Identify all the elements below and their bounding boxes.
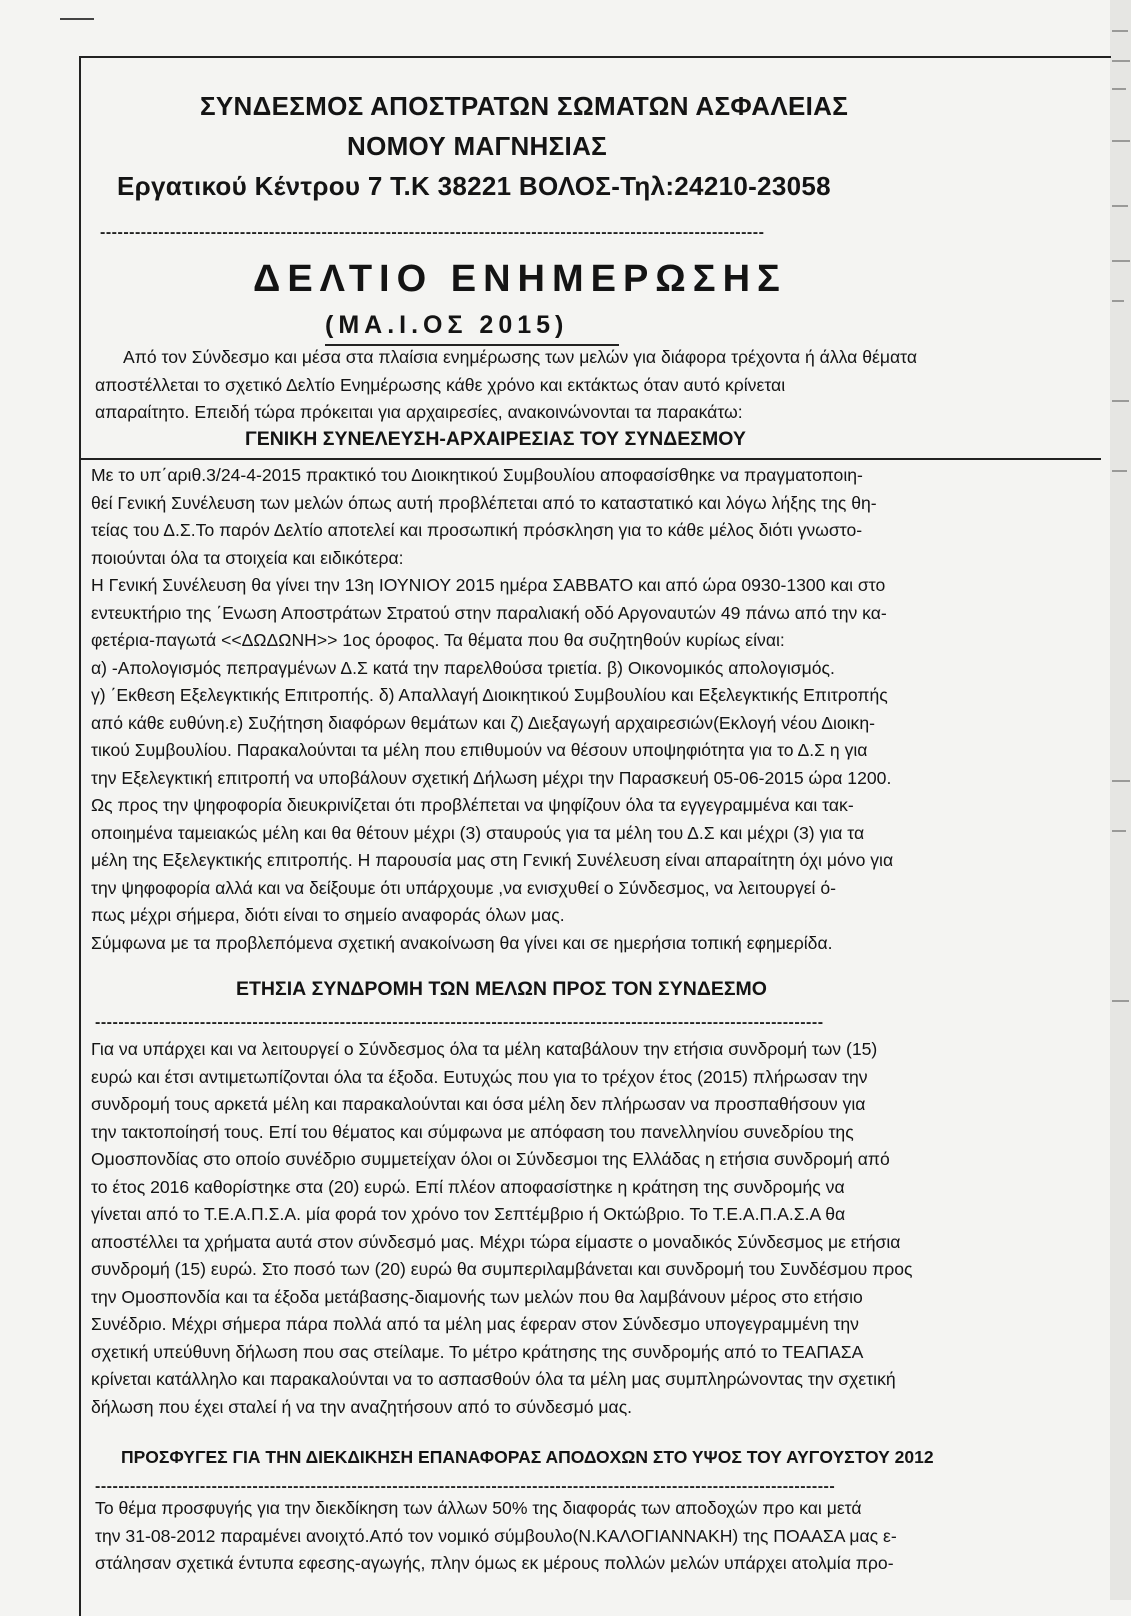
bulletin-title: ΔΕΛΤΙΟ ΕΝΗΜΕΡΩΣΗΣ [253, 258, 787, 300]
body-line: α) -Απολογισμός πεπραγμένων Δ.Σ κατά την παρελθούσα τριετία. β) Οικονομικός απολογισμός. [91, 657, 835, 678]
body-line: την ψηφοφορία αλλά και να δείξουμε ότι υπάρχουμε ,να ενισχυθεί ο Σύνδεσμος, να λειτουργεί ό- [91, 877, 836, 898]
intro-line: απαραίτητο. Επειδή τώρα πρόκειται για αρχαιρεσίες, ανακοινώνονται τα παρακάτω: [95, 402, 743, 422]
body-line: την Εξελεγκτική επιτροπή να υποβάλουν σχετική Δήλωση μέχρι την Παρασκευή 05-06-2015 ώρα 1200. [91, 767, 892, 788]
corner-mark [60, 18, 94, 20]
body-line: Σύμφωνα με τα προβλεπόμενα σχετική ανακοίνωση θα γίνει και σε ημερήσια τοπική εφημερίδα. [91, 932, 833, 953]
section-rule [81, 458, 1101, 460]
body-line: την τακτοποίησή τους. Επί του θέματος και σύμφωνα με απόφαση του πανελληνίου συνεδρίου της [91, 1121, 854, 1142]
section-heading-annual-subscription: ΕΤΗΣΙΑ ΣΥΝΔΡΟΜΗ ΤΩΝ ΜΕΛΩΝ ΠΡΟΣ ΤΟΝ ΣΥΝΔΕΣΜΟ [236, 978, 767, 1000]
section-separator: ----------------------------------------------------------------------------------------------------------------------------- [95, 1014, 824, 1031]
body-line: εντευκτήριο της ΄Ενωση Αποστράτων Στρατού στην παραλιακή οδό Αργοναυτών 49 πάνω από την κα- [91, 602, 887, 623]
body-line: την 31-08-2012 παραμένει ανοιχτό.Από τον νομικό σύμβουλο(Ν.ΚΑΛΟΓΙΑΝΝΑΚΗ) της ΠΟΑΑΣΑ μας ε- [95, 1525, 897, 1546]
adjacent-page-bleed [1110, 0, 1131, 1600]
body-line: δήλωση που έχει σταλεί ή να την αναζητήσουν από το σύνδεσμό μας. [91, 1396, 633, 1417]
body-line: ευρώ και έτσι αντιμετωπίζονται όλα τα έξοδα. Ευτυχώς που για το τρέχον έτος (2015) πλήρωσαν την [91, 1066, 868, 1087]
body-line: γίνεται από το Τ.Ε.Α.Π.Σ.Α. μία φορά τον χρόνο τον Σεπτέμβριο ή Οκτώβριο. Το Τ.Ε.Α.Π.Α.Σ.Α θα [91, 1204, 846, 1224]
body-line: θεί Γενική Συνέλευση των μελών όπως αυτή προβλέπεται από το καταστατικό και λόγω λήξης της θη- [91, 492, 877, 513]
body-line: φετέρια-παγωτά <<ΔΩΔΩΝΗ>> 1ος όροφος. Τα θέματα που θα συζητηθούν κυρίως είναι: [91, 630, 785, 650]
body-line: από κάθε ευθύνη.ε) Συζήτηση διαφόρων θεμάτων και ζ) Διεξαγωγή αρχαιρεσιών(Εκλογή νέου Διοικη- [91, 712, 876, 733]
body-line: πως μέχρι σήμερα, διότι είναι το σημείο αναφοράς όλων μας. [91, 905, 565, 925]
org-name: ΣΥΝΔΕΣΜΟΣ ΑΠΟΣΤΡΑΤΩΝ ΣΩΜΑΤΩΝ ΑΣΦΑΛΕΙΑΣ [200, 91, 849, 121]
body-line: Για να υπάρχει και να λειτουργεί ο Σύνδεσμος όλα τα μέλη καταβάλουν την ετήσια συνδρομή των (15) [91, 1039, 878, 1059]
body-line: ποιούνται όλα τα στοιχεία και ειδικότερα: [91, 547, 404, 568]
body-line: μέλη της Εξελεγκτικής επιτροπής. Η παρουσία μας στη Γενική Συνέλευση είναι απαραίτητη όχι μόνο για [91, 850, 894, 870]
body-line: οποιημένα ταμειακώς μέλη και θα θέτουν μέχρι (3) σταυρούς για τα μέλη του Δ.Σ και μέχρι (3) για τα [91, 822, 865, 843]
body-line: Ομοσπονδίας στο οποίο συνέδριο συμμετείχαν όλοι οι Σύνδεσμοι της Ελλάδας η ετήσια συνδρομή από [91, 1149, 890, 1169]
org-address: Εργατικού Κέντρου 7 Τ.Κ 38221 ΒΟΛΟΣ-Τηλ:24210-23058 [117, 171, 831, 201]
intro-line: Από τον Σύνδεσμο και μέσα στα πλαίσια ενημέρωσης των μελών για διάφορα τρέχοντα ή άλλα θέματα [123, 347, 918, 367]
intro-paragraph [95, 344, 917, 427]
body-line: το έτος 2016 καθορίστηκε στα (20) ευρώ. Επί πλέον αποφασίστηκε η κράτηση της συνδρομής να [91, 1176, 845, 1197]
body-line: τείας του Δ.Σ.Το παρόν Δελτίο αποτελεί και προσωπική πρόσκληση για το κάθε μέλος διότι γνωστο- [91, 520, 863, 540]
body-line: σχετική υπεύθυνη δήλωση που σας στείλαμε. Το μέτρο κράτησης της συνδρομής από το ΤΕΑΠΑΣΑ [91, 1341, 864, 1362]
body-line: συνδρομή (15) ευρώ. Στο ποσό των (20) ευρώ θα συμπεριλαμβάνεται και συνδρομή του Συνδέσμου προς [91, 1259, 913, 1279]
body-line: στάλησαν σχετικά έντυπα εφεσης-αγωγής, πλην όμως εκ μέρους πολλών μελών υπάρχει ατολμία προ- [95, 1553, 894, 1573]
body-line: αποστέλλει τα χρήματα αυτά στον σύνδεσμό μας. Μέχρι τώρα είμαστε ο μοναδικός Σύνδεσμος με ετήσια [91, 1231, 901, 1252]
body-line: Ως προς την ψηφοφορία διευκρινίζεται ότι προβλέπεται να ψηφίζουν όλα τα εγγεγραμμένα και τακ- [91, 795, 854, 815]
appeals-body [95, 1495, 897, 1578]
intro-line: αποστέλλεται το σχετικό Δελτίο Ενημέρωσης κάθε χρόνο και εκτάκτως όταν αυτό κρίνεται [95, 374, 786, 395]
section-separator: ------------------------------------------------------------------------------------------------------------------------------- [95, 1478, 836, 1495]
header-separator: ------------------------------------------------------------------------------------------------------------------ [100, 224, 765, 241]
org-region: ΝΟΜΟΥ ΜΑΓΝΗΣΙΑΣ [347, 131, 608, 161]
body-line: κρίνεται κατάλληλο και παρακαλούνται να το ασπασθούν όλα τα μέλη μας συμπληρώνοντας την σχετική [91, 1369, 896, 1389]
body-line: Με το υπ΄αριθ.3/24-4-2015 πρακτικό του Διοικητικού Συμβουλίου αποφασίσθηκε να πραγματοποιη- [91, 465, 863, 485]
document-frame [79, 56, 1111, 1616]
general-assembly-body [91, 462, 893, 957]
body-line: τικού Συμβουλίου. Παρακαλούνται τα μέλη που επιθυμούν να θέσουν υποψηφιότητα για το Δ.Σ η για [91, 740, 868, 760]
section-heading-general-assembly: ΓΕΝΙΚΗ ΣΥΝΕΛΕΥΣΗ-ΑΡΧΑΙΡΕΣΙΑΣ ΤΟΥ ΣΥΝΔΕΣΜΟΥ [245, 428, 746, 450]
body-line: Συνέδριο. Μέχρι σήμερα πάρα πολλά από τα μέλη μας έφεραν στον Σύνδεσμο υπογεγραμμένη την [91, 1314, 859, 1334]
annual-subscription-body [91, 1036, 913, 1421]
body-line: γ) ΄Εκθεση Εξελεγκτικής Επιτροπής. δ) Απαλλαγή Διοικητικού Συμβουλίου και Εξελεγκτικής Επιτροπής [91, 685, 888, 705]
body-line: Το θέμα προσφυγής για την διεκδίκηση των άλλων 50% της διαφοράς των αποδοχών προ και μετά [95, 1498, 862, 1518]
body-line: την Ομοσπονδία και τα έξοδα μετάβασης-διαμονής των μελών που θα λαμβάνουν μέρος στο ετήσιο [91, 1286, 863, 1307]
body-line: συνδρομή τους αρκετά μέλη και παρακαλούνται και όσα μέλη δεν πλήρωσαν να προσπαθήσουν για [91, 1094, 866, 1114]
bulletin-date: (ΜΑ.Ι.ΟΣ 2015) [325, 311, 569, 339]
body-line: Η Γενική Συνέλευση θα γίνει την 13η ΙΟΥΝΙΟΥ 2015 ημέρα ΣΑΒΒΑΤΟ και από ώρα 0930-1300 και στο [91, 575, 886, 595]
section-heading-appeals: ΠΡΟΣΦΥΓΕΣ ΓΙΑ ΤΗΝ ΔΙΕΚΔΙΚΗΣΗ ΕΠΑΝΑΦΟΡΑΣ ΑΠΟΔΟΧΩΝ ΣΤΟ ΥΨΟΣ ΤΟΥ ΑΥΓΟΥΣΤΟΥ 2012 [121, 1447, 934, 1467]
